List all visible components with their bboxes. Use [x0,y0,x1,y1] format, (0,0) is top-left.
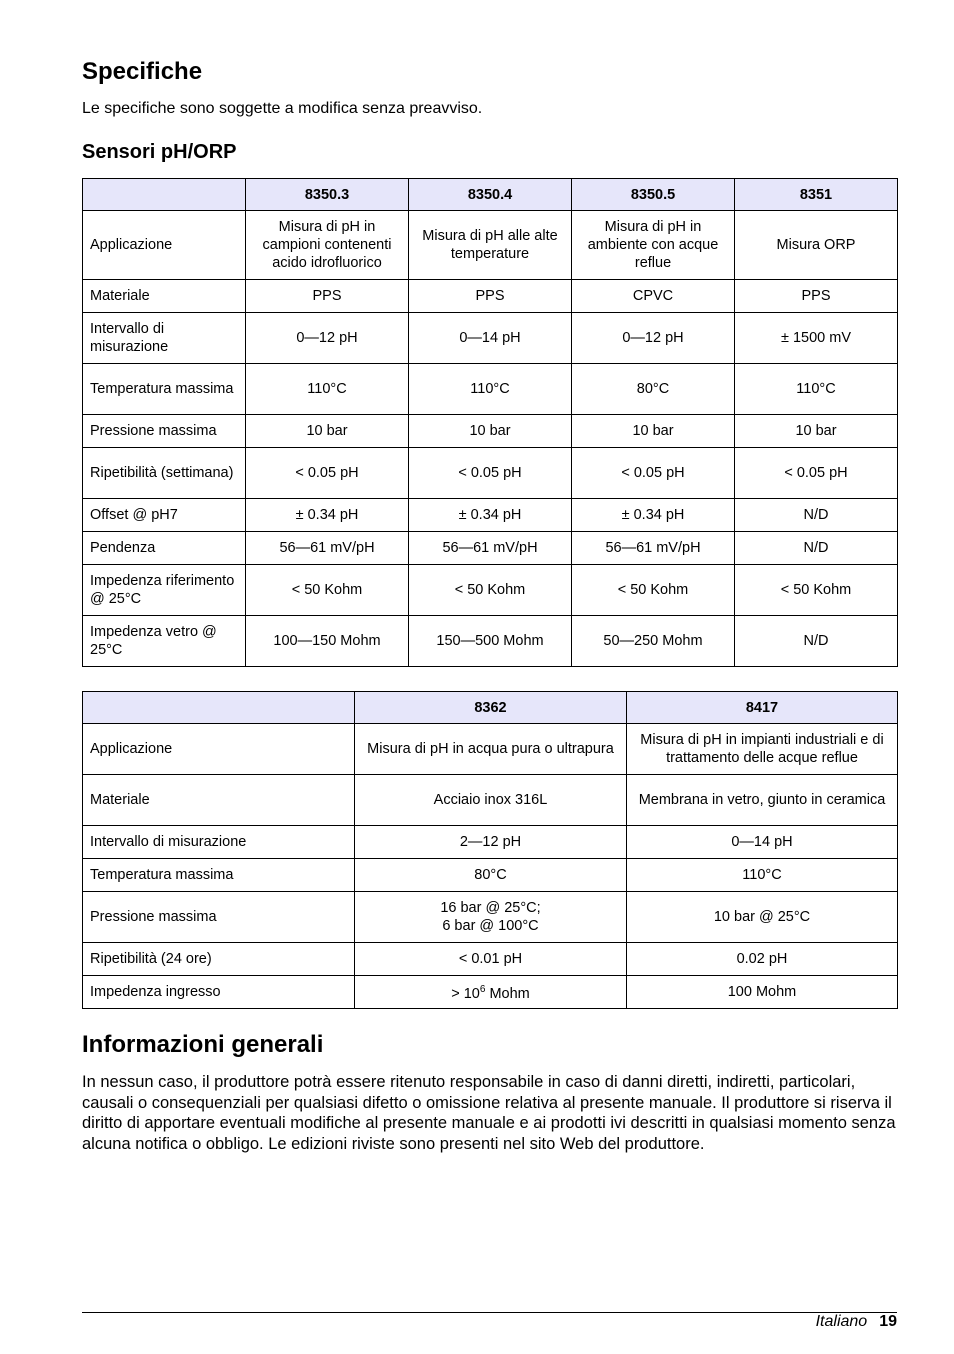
section-heading-general: Informazioni generali [82,1031,324,1058]
table-cell: N/D [735,532,898,565]
row-label: Impedenza vetro @ 25°C [83,616,246,667]
table-row [83,775,898,826]
impedance-exponent: 6 [479,984,486,996]
table-cell: < 50 Kohm [409,565,572,616]
table-cell [355,976,627,1009]
table-cell: < 50 Kohm [572,565,735,616]
table-header-cell [83,179,246,211]
table-row [83,448,898,499]
table-cell: Misura ORP [735,211,898,280]
table-cell: 0.02 pH [627,943,898,976]
table-cell: 80°C [572,364,735,415]
table-cell: Misura di pH in campioni contenenti acido idrofluorico [246,211,409,280]
table-cell: 110°C [627,859,898,892]
table-header-cell: 8350.3 [246,179,409,211]
row-label: Temperatura massima [83,859,355,892]
footer-language: Italiano [815,1313,868,1330]
table-header-cell: 8350.4 [409,179,572,211]
table-cell: Misura di pH in impianti industriali e di trattamento delle acque reflue [627,724,898,775]
table-cell: 0—12 pH [246,313,409,364]
table-cell: 10 bar [409,415,572,448]
table-cell: 110°C [735,364,898,415]
table-cell: N/D [735,499,898,532]
pressure-line-1: 16 bar @ 25°C; [440,900,541,916]
table-cell: Misura di pH alle alte temperature [409,211,572,280]
table-cell [355,892,627,943]
table-row [83,211,898,280]
table-header-cell [83,692,355,724]
table-cell: 10 bar [735,415,898,448]
table-cell: 56—61 mV/pH [246,532,409,565]
impedance-unit: Mohm [489,985,530,1002]
table-header-cell: 8362 [355,692,627,724]
table-cell: ± 0.34 pH [409,499,572,532]
table-cell: < 0.01 pH [355,943,627,976]
table-row [83,364,898,415]
table-cell: Acciaio inox 316L [355,775,627,826]
table-cell: ± 0.34 pH [572,499,735,532]
table-row [83,565,898,616]
table-cell: PPS [246,280,409,313]
footer-divider [82,1312,897,1313]
table-row [83,616,898,667]
row-label: Applicazione [83,211,246,280]
table-cell: 110°C [409,364,572,415]
row-label: Intervallo di misurazione [83,826,355,859]
table-cell: < 0.05 pH [246,448,409,499]
page-footer [816,1312,897,1332]
row-label: Intervallo di misurazione [83,313,246,364]
table-cell: ± 1500 mV [735,313,898,364]
row-label: Ripetibilità (settimana) [83,448,246,499]
table-header-row [83,692,898,724]
table-row [83,892,898,943]
table-cell: ± 0.34 pH [246,499,409,532]
page-title: Specifiche [82,58,203,85]
table-cell: < 0.05 pH [409,448,572,499]
table-header-cell: 8417 [627,692,898,724]
table-cell: 0—14 pH [409,313,572,364]
table-cell: < 0.05 pH [735,448,898,499]
row-label: Ripetibilità (24 ore) [83,943,355,976]
table-cell: 56—61 mV/pH [409,532,572,565]
page-number: 19 [879,1313,897,1330]
row-label: Materiale [83,775,355,826]
table-row [83,724,898,775]
row-label: Impedenza ingresso [83,976,355,1009]
table-header-cell: 8350.5 [572,179,735,211]
table-cell: Misura di pH in acqua pura o ultrapura [355,724,627,775]
table-cell: 0—14 pH [627,826,898,859]
table-row [83,415,898,448]
table-cell: PPS [735,280,898,313]
row-label: Applicazione [83,724,355,775]
table-cell: PPS [409,280,572,313]
table-cell: 0—12 pH [572,313,735,364]
row-label: Temperatura massima [83,364,246,415]
table-cell: N/D [735,616,898,667]
row-label: Materiale [83,280,246,313]
section-heading-sensors: Sensori pH/ORP [82,141,237,163]
spec-table-2 [82,691,898,1009]
table-cell: 110°C [246,364,409,415]
spec-table-1 [82,178,898,667]
table-row [83,313,898,364]
table-cell: < 50 Kohm [246,565,409,616]
table-row [83,976,898,1009]
pressure-line-2: 6 bar @ 100°C [442,918,539,934]
table-cell: CPVC [572,280,735,313]
row-label: Offset @ pH7 [83,499,246,532]
table-row [83,499,898,532]
table-row [83,532,898,565]
table-cell: 80°C [355,859,627,892]
general-info-text: In nessun caso, il produttore potrà essere ritenuto responsabile in caso di danni diretti, indiretti, particolari, causali o consequenziali per qualsiasi difetto o omissione relativa al presente manuale. Il produttore si riserva il diritto di apportare eventuali modifiche al presente manuale e ai prodotti ivi descritti in qualsiasi momento senza alcuna notifica o obbligo. Le edizioni riviste sono presenti nel sito Web del produttore. [82,1073,896,1153]
table-cell: Misura di pH in ambiente con acque reflue [572,211,735,280]
table-row [83,280,898,313]
table-cell: 10 bar @ 25°C [627,892,898,943]
table-cell: < 50 Kohm [735,565,898,616]
table-row [83,826,898,859]
table-header-row [83,179,898,211]
table-header-cell: 8351 [735,179,898,211]
table-row [83,943,898,976]
row-label: Pendenza [83,532,246,565]
row-label: Impedenza riferimento @ 25°C [83,565,246,616]
table-cell: 10 bar [246,415,409,448]
impedance-base: > 10 [451,985,480,1002]
intro-text: Le specifiche sono soggette a modifica senza preavviso. [82,100,483,117]
table-cell: 150—500 Mohm [409,616,572,667]
table-cell: < 0.05 pH [572,448,735,499]
table-cell: Membrana in vetro, giunto in ceramica [627,775,898,826]
table-cell: 50—250 Mohm [572,616,735,667]
table-cell: 56—61 mV/pH [572,532,735,565]
row-label: Pressione massima [83,892,355,943]
table-cell: 100—150 Mohm [246,616,409,667]
table-cell: 10 bar [572,415,735,448]
table-cell: 2—12 pH [355,826,627,859]
table-row [83,859,898,892]
row-label: Pressione massima [83,415,246,448]
table-cell: 100 Mohm [627,976,898,1009]
